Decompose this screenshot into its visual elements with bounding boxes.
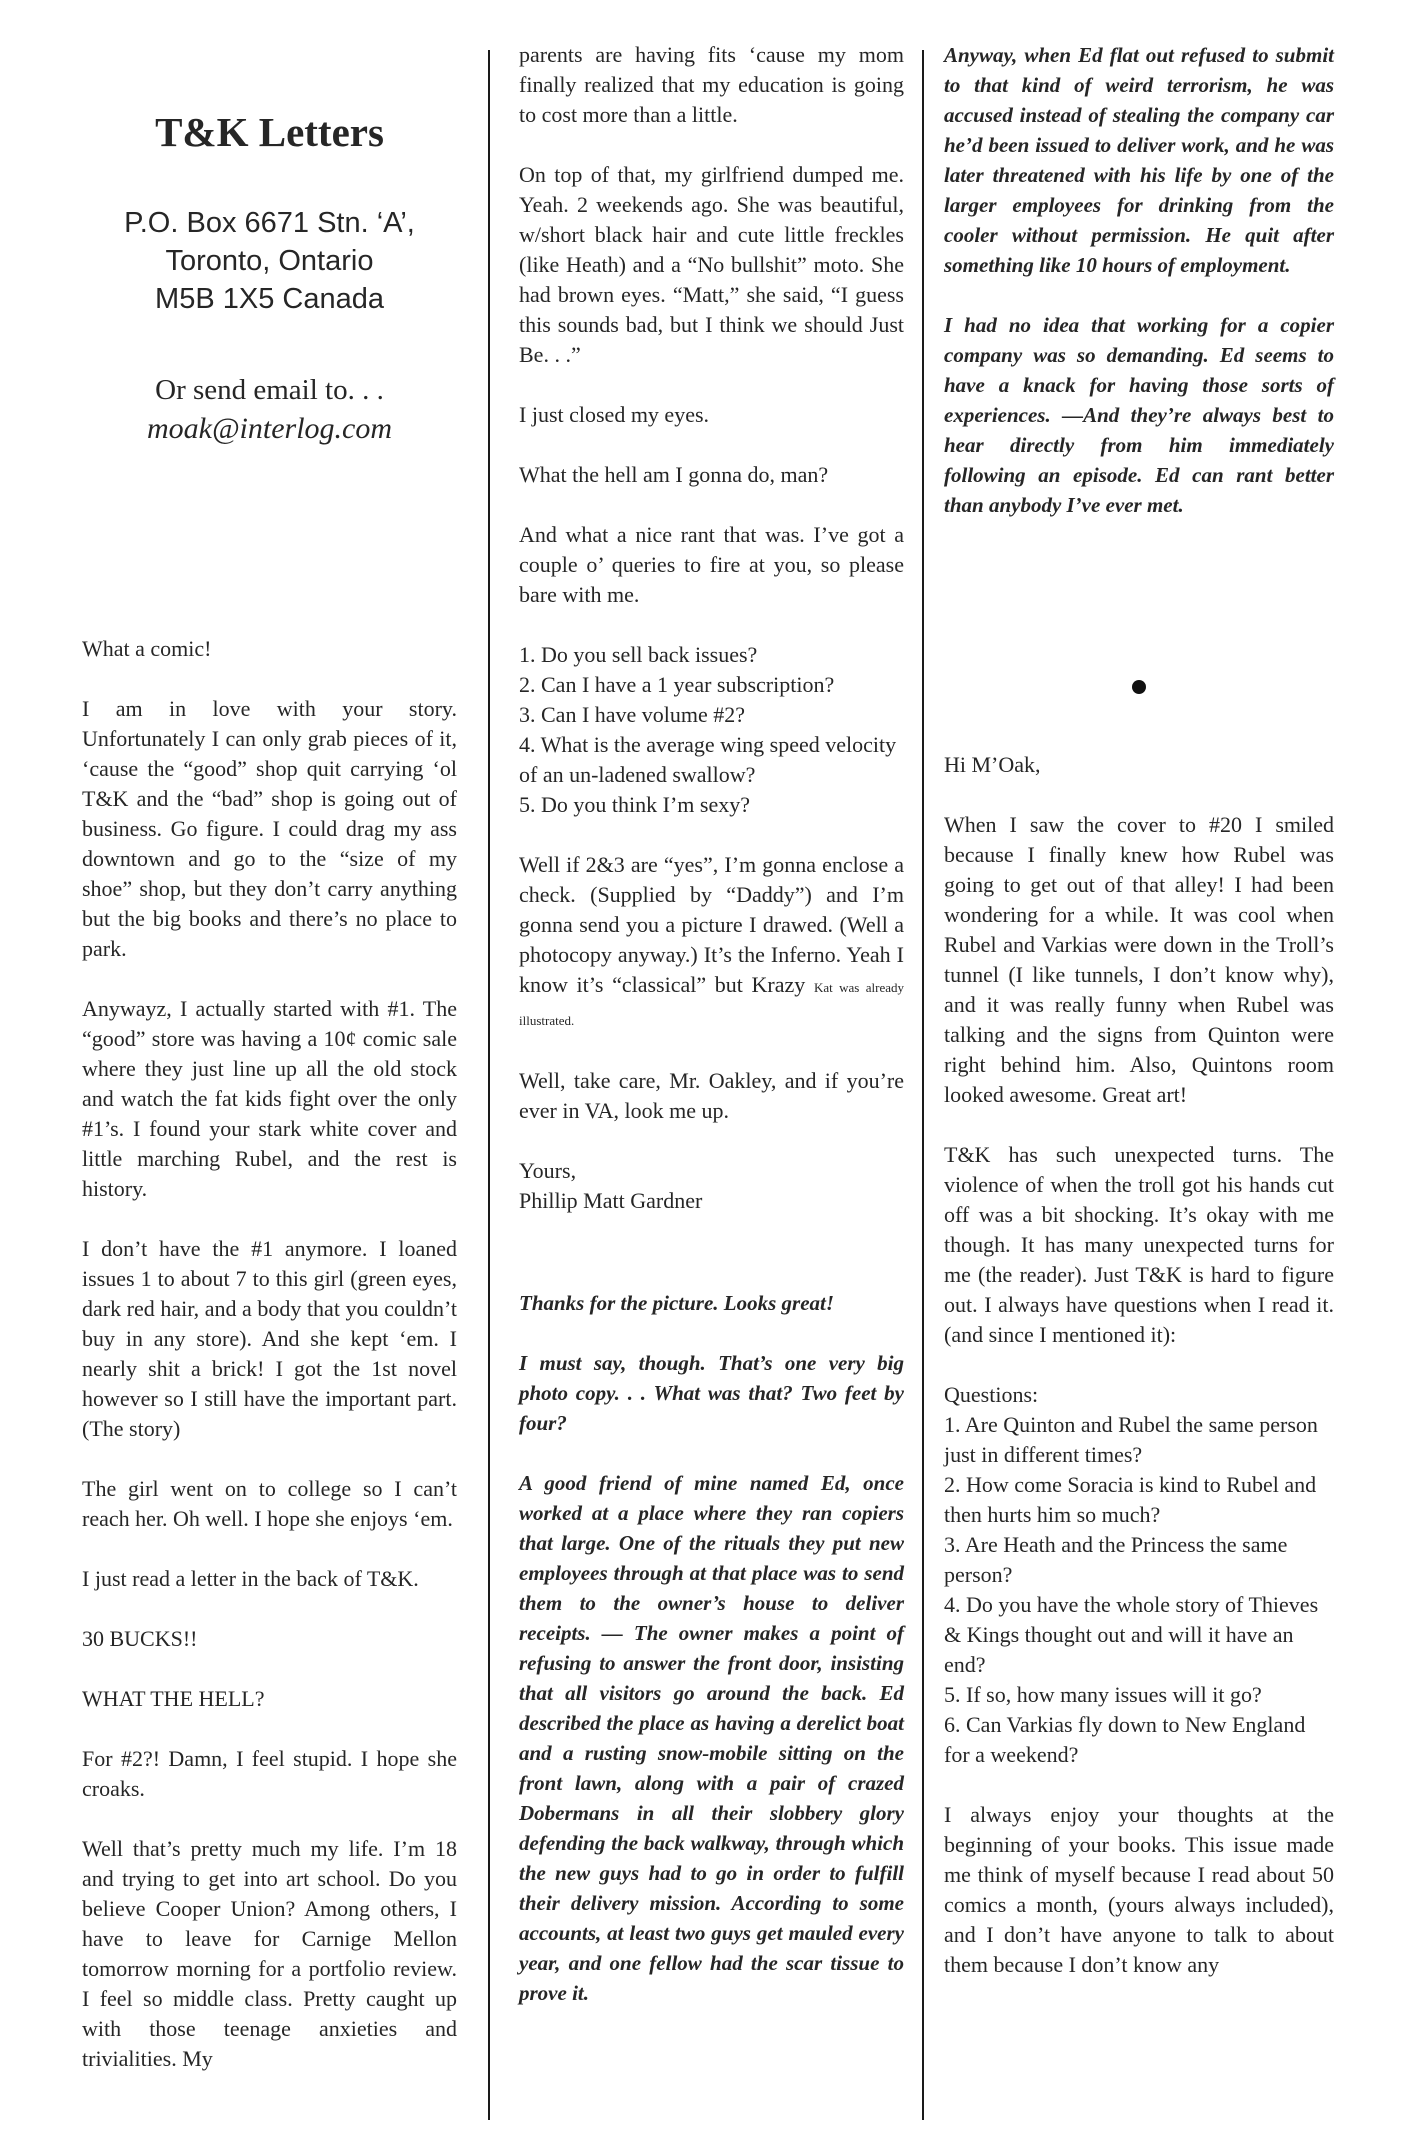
reply-paragraph: A good friend of mine named Ed, once worked at a place where they ran copiers that large. One of the rituals they put new employees through at that place was to send them to the owner’s house to deliver receipts. — The owner makes a point of refusing to answer the front door, insisting that all visitors go around the back. Ed described the place as having a derelict boat and a rusting snow-mobile sitting on the front lawn, along with a pair of crazed Dobermans in all their slobbery glory defending the back walkway, through which the new guys had to go in order to fulfill their delivery mission. According to some accounts, at least two guys get mauled every year, and one fellow had the scar tissue to prove it. xyxy=(519,1471,904,2005)
letter-paragraph: parents are having fits ‘cause my mom finally realized that my education is going to cost more than a little. xyxy=(519,42,904,127)
list-label: Questions: xyxy=(944,1382,1039,1407)
letter-paragraph: I just read a letter in the back of T&K. xyxy=(82,1566,419,1591)
letter-paragraph: And what a nice rant that was. I’ve got a couple o’ queries to fire at you, so please bare with me. xyxy=(519,522,904,607)
mailing-address: P.O. Box 6671 Stn. ‘A’, Toronto, Ontario M5B 1X5 Canada xyxy=(124,207,415,315)
list-item: 1. Do you sell back issues? xyxy=(519,642,758,667)
list-item: 1. Are Quinton and Rubel the same person just in different times? xyxy=(944,1412,1318,1467)
letter-paragraph: Anywayz, I actually started with #1. The “good” store was having a 10¢ comic sale where they just line up all the old stock and watch the fat kids fight over the only #1’s. I found your stark white cover and little marching Rubel, and the rest is history. xyxy=(82,996,457,1201)
email-address[interactable]: moak@interlog.com xyxy=(146,412,393,445)
list-item: 2. How come Soracia is kind to Rubel and then hurts him so much? xyxy=(944,1472,1317,1527)
letter-paragraph: Well, take care, Mr. Oakley, and if you’re ever in VA, look me up. xyxy=(519,1068,904,1123)
column-3 xyxy=(944,40,1334,2010)
letter-paragraph: WHAT THE HELL? xyxy=(82,1686,265,1711)
signature: Phillip Matt Gardner xyxy=(519,1188,703,1213)
letter-paragraph: 30 BUCKS!! xyxy=(82,1626,198,1651)
letter-paragraph: What the hell am I gonna do, man? xyxy=(519,462,829,487)
letter-paragraph: I always enjoy your thoughts at the beginning of your books. This issue made me think of myself because I read about 50 comics a month, (yours always included), and I don’t have anyone to talk to about them because I don’t know any xyxy=(944,1802,1334,1977)
list-item: 3. Are Heath and the Princess the same person? xyxy=(944,1532,1288,1587)
list-item: 5. If so, how many issues will it go? xyxy=(944,1682,1262,1707)
column-1 xyxy=(82,40,457,2104)
letter-paragraph: I don’t have the #1 anymore. I loaned issues 1 to about 7 to this girl (green eyes, dark red hair, and a body that you couldn’t buy in any store). And she kept ‘em. I nearly shit a brick! I got the 1st novel however so I still have the important part. (The story) xyxy=(82,1236,457,1441)
letter-paragraph: I am in love with your story. Unfortunately I can only grab pieces of it, ‘cause the “good” shop quit carrying ‘ol T&K and the “bad” shop is going out of business. Go figure. I could drag my ass downtown and go to the “size of my shoe” shop, but they don’t carry anything but the big books and there’s no place to park. xyxy=(82,696,457,961)
letter-paragraph: On top of that, my girlfriend dumped me. Yeah. 2 weekends ago. She was beautiful, w/short black hair and cute little freckles (like Heath) and a “No bullshit” moto. She had brown eyes. “Matt,” she said, “I guess this sounds bad, but I think we should Just Be. . .” xyxy=(519,162,904,367)
greeting: Hi M’Oak, xyxy=(944,752,1041,777)
letter-paragraph: For #2?! Damn, I feel stupid. I hope she croaks. xyxy=(82,1746,457,1801)
list-item: 2. Can I have a 1 year subscription? xyxy=(519,672,835,697)
letter-paragraph: When I saw the cover to #20 I smiled because I finally knew how Rubel was going to get out of that alley! I had been wondering for a while. It was cool when Rubel and Varkias were down in the Troll’s tunnel (I like tunnels, I don’t know why), and it was really funny when Rubel was talking and the signs from Quinton were right behind him. Also, Quintons room looked awesome. Great art! xyxy=(944,812,1334,1107)
column-divider xyxy=(488,50,490,2120)
reply-paragraph: Anyway, when Ed flat out refused to submit to that kind of weird terrorism, he was accused instead of stealing the company car he’d been issued to deliver work, and he was later threatened with his life by one of the larger employees for drinking from the cooler without permission. He quit after something like 10 hours of employment. xyxy=(944,43,1334,277)
reply-paragraph: I must say, though. That’s one very big photo copy. . . What was that? Two feet by four? xyxy=(519,1351,904,1435)
letter-paragraph: The girl went on to college so I can’t reach her. Oh well. I hope she enjoys ‘em. xyxy=(82,1476,457,1531)
signoff: Yours, xyxy=(519,1158,577,1183)
letter-paragraph: What a comic! xyxy=(82,636,212,661)
column-divider xyxy=(922,50,924,2120)
list-item: 4. What is the average wing speed velocity of an un-ladened swallow? xyxy=(519,732,897,787)
list-item: 3. Can I have volume #2? xyxy=(519,702,746,727)
letter-paragraph: T&K has such unexpected turns. The violence of when the troll got his hands cut off was a bit shocking. It’s okay with me though. It has many unexpected turns for me (the reader). Just T&K is hard to figure out. I always have questions when I read it. (and since I mentioned it): xyxy=(944,1142,1334,1347)
reply-paragraph: Thanks for the picture. Looks great! xyxy=(519,1291,835,1315)
question-list xyxy=(519,640,904,820)
email-label: Or send email to. . . xyxy=(155,374,384,406)
column-2 xyxy=(519,40,904,2038)
list-item: 4. Do you have the whole story of Thieves & Kings thought out and will it have an end? xyxy=(944,1592,1319,1677)
list-item: 6. Can Varkias fly down to New England for a weekend? xyxy=(944,1712,1306,1767)
letter-paragraph: Well if 2&3 are “yes”, I’m gonna enclose a check. (Supplied by “Daddy”) and I’m gonna send you a picture I drawed. (Well a photocopy anyway.) It’s the Inferno. Yeah I know it’s “classical” but Krazy Kat was already illustrated. xyxy=(519,852,904,1028)
page-title: T&K Letters xyxy=(155,109,384,155)
reply-paragraph: I had no idea that working for a copier company was so demanding. Ed seems to have a knack for having those sorts of experiences. —And they’re always best to hear directly from him immediately following an episode. Ed can rant better than anybody I’ve ever met. xyxy=(944,313,1334,517)
question-list xyxy=(944,1380,1334,1770)
list-item: 5. Do you think I’m sexy? xyxy=(519,792,750,817)
letter-paragraph: Well that’s pretty much my life. I’m 18 and trying to get into art school. Do you believe Cooper Union? Among others, I have to leave for Carnige Mellon tomorrow morning for a portfolio review. I feel so middle class. Pretty caught up with those teenage anxieties and trivialities. My xyxy=(82,1836,457,2071)
letter-paragraph: I just closed my eyes. xyxy=(519,402,710,427)
separator-dot-icon xyxy=(1132,680,1146,694)
